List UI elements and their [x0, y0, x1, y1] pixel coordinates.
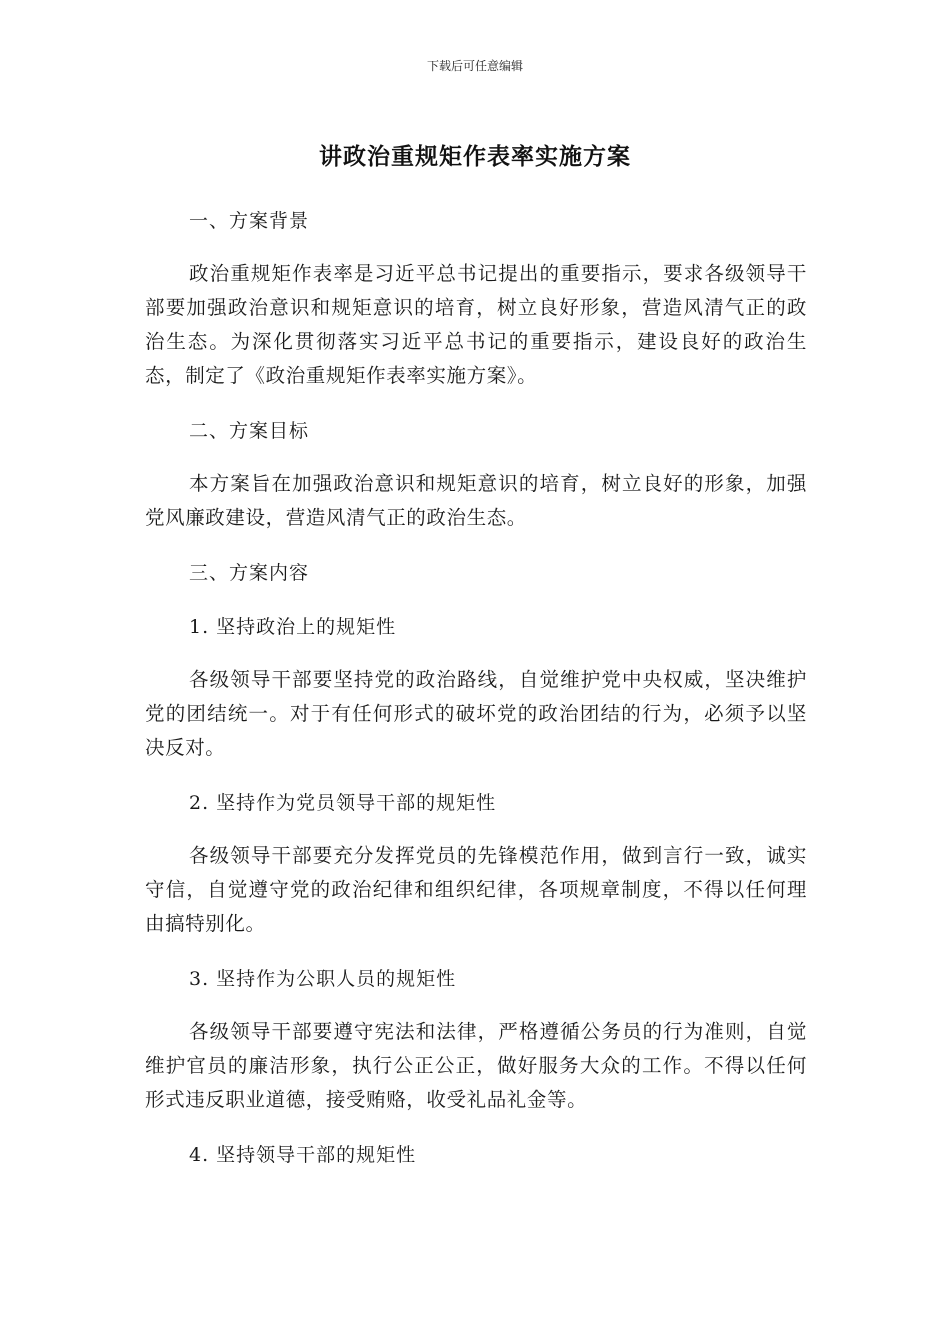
item-heading-3: 3. 坚持作为公职人员的规矩性 — [189, 968, 457, 990]
document-title: 讲政治重规矩作表率实施方案 — [319, 144, 631, 170]
section-heading-background: 一、方案背景 — [189, 210, 310, 232]
section-heading-goals: 二、方案目标 — [189, 420, 310, 442]
item-heading-4: 4. 坚持领导干部的规矩性 — [189, 1144, 417, 1166]
paragraph-item-1: 各级领导干部要坚持党的政治路线，自觉维护党中央权威，坚决维护党的团结统一。对于有任何形式的破坏党的政治团结的行为，必须予以坚决反对。 — [145, 668, 807, 759]
paragraph-item-3: 各级领导干部要遵守宪法和法律，严格遵循公务员的行为准则，自觉维护官员的廉洁形象，执行公正公正，做好服务大众的工作。不得以任何形式违反职业道德，接受贿赂，收受礼品礼金等。 — [145, 1020, 807, 1111]
paragraph-background: 政治重规矩作表率是习近平总书记提出的重要指示，要求各级领导干部要加强政治意识和规矩意识的培育，树立良好形象，营造风清气正的政治生态。为深化贯彻落实习近平总书记的重要指示，建设良好的政治生态，制定了《政治重规矩作表率实施方案》。 — [145, 262, 807, 387]
item-heading-1: 1. 坚持政治上的规矩性 — [189, 616, 397, 638]
item-heading-2: 2. 坚持作为党员领导干部的规矩性 — [189, 792, 497, 814]
paragraph-item-2: 各级领导干部要充分发挥党员的先锋模范作用，做到言行一致，诚实守信，自觉遵守党的政治纪律和组织纪律，各项规章制度，不得以任何理由搞特别化。 — [145, 844, 807, 935]
document-body — [145, 203, 807, 1173]
header-note: 下载后可任意编辑 — [426, 59, 523, 73]
paragraph-goals: 本方案旨在加强政治意识和规矩意识的培育，树立良好的形象，加强党风廉政建设，营造风清气正的政治生态。 — [145, 472, 807, 529]
section-heading-content: 三、方案内容 — [189, 562, 310, 584]
